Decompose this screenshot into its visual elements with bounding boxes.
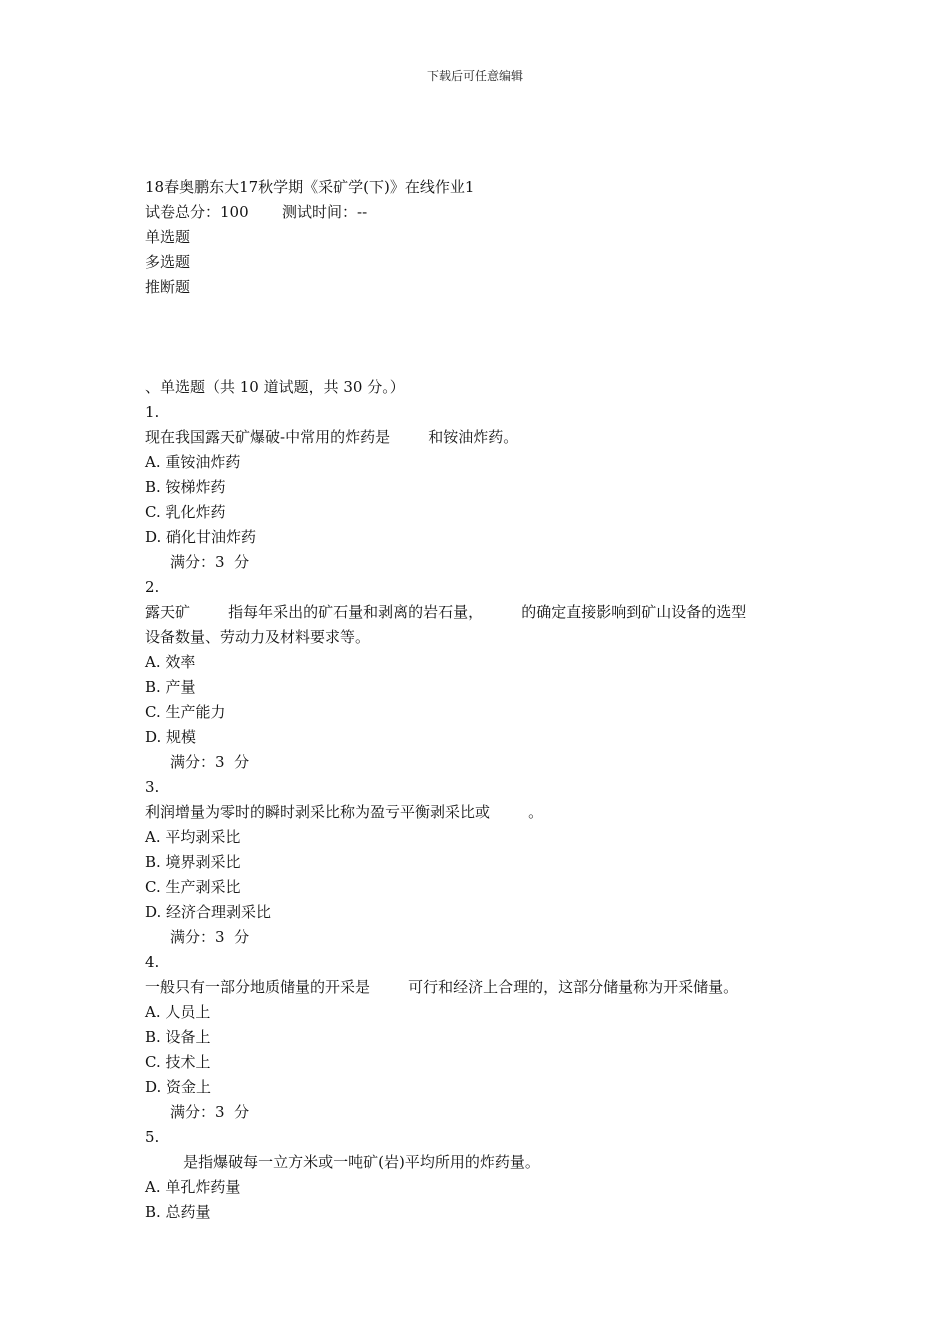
question-stem: 利润增量为零时的瞬时剥采比称为盈亏平衡剥采比或 。 — [145, 803, 544, 821]
option-a[interactable]: A. 平均剥采比 — [145, 828, 241, 846]
question-number: 5. — [145, 1128, 160, 1146]
question-number: 4. — [145, 953, 160, 971]
option-b[interactable]: B. 产量 — [145, 678, 196, 696]
option-b[interactable]: B. 设备上 — [145, 1028, 211, 1046]
question-2 — [145, 575, 825, 775]
option-a[interactable]: A. 重铵油炸药 — [145, 453, 241, 471]
option-c[interactable]: C. 乳化炸药 — [145, 503, 226, 521]
section-link-single-choice[interactable]: 单选题 — [145, 228, 191, 246]
option-d[interactable]: D. 规模 — [145, 728, 197, 746]
question-stem: 是指爆破每一立方米或一吨矿(岩)平均所用的炸药量。 — [145, 1153, 540, 1171]
option-b[interactable]: B. 境界剥采比 — [145, 853, 241, 871]
header-note: 下载后可任意编辑 — [426, 69, 523, 83]
document-body — [145, 175, 825, 1225]
question-score: 满分：3 分 — [170, 553, 250, 571]
option-d[interactable]: D. 资金上 — [145, 1078, 212, 1096]
question-stem-line-1: 露天矿 指每年采出的矿石量和剥离的岩石量， 的确定直接影响到矿山设备的选型 — [145, 603, 747, 621]
question-1 — [145, 400, 825, 575]
exam-meta: 试卷总分：100 测试时间：-- — [145, 203, 368, 221]
section-link-judgement[interactable]: 推断题 — [145, 278, 191, 296]
question-score: 满分：3 分 — [170, 753, 250, 771]
section-heading: 、单选题（共 10 道试题，共 30 分。） — [145, 378, 405, 396]
question-5 — [145, 1125, 825, 1225]
option-c[interactable]: C. 技术上 — [145, 1053, 211, 1071]
option-c[interactable]: C. 生产剥采比 — [145, 878, 241, 896]
option-d[interactable]: D. 硝化甘油炸药 — [145, 528, 257, 546]
option-b[interactable]: B. 铵梯炸药 — [145, 478, 226, 496]
question-4 — [145, 950, 825, 1125]
option-b[interactable]: B. 总药量 — [145, 1203, 211, 1221]
document-title: 18春奥鹏东大17秋学期《采矿学(下)》在线作业1 — [145, 178, 475, 196]
spacer — [145, 300, 825, 375]
question-stem-line-2: 设备数量、劳动力及材料要求等。 — [145, 628, 371, 646]
question-number: 2. — [145, 578, 160, 596]
option-c[interactable]: C. 生产能力 — [145, 703, 226, 721]
question-3 — [145, 775, 825, 950]
section-link-multiple-choice[interactable]: 多选题 — [145, 253, 191, 271]
option-a[interactable]: A. 人员上 — [145, 1003, 211, 1021]
question-score: 满分：3 分 — [170, 1103, 250, 1121]
question-stem: 现在我国露天矿爆破-中常用的炸药是 和铵油炸药。 — [145, 428, 519, 446]
option-a[interactable]: A. 效率 — [145, 653, 196, 671]
option-d[interactable]: D. 经济合理剥采比 — [145, 903, 272, 921]
question-stem: 一般只有一部分地质储量的开采是 可行和经济上合理的，这部分储量称为开采储量。 — [145, 978, 739, 996]
question-score: 满分：3 分 — [170, 928, 250, 946]
option-a[interactable]: A. 单孔炸药量 — [145, 1178, 241, 1196]
question-number: 1. — [145, 403, 160, 421]
question-number: 3. — [145, 778, 160, 796]
